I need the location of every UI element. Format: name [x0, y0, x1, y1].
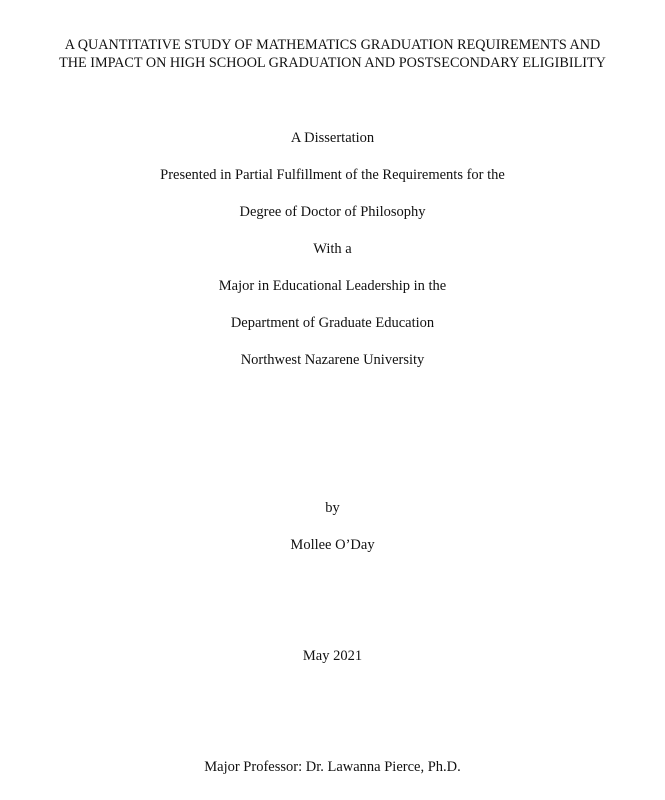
by-label: by: [325, 500, 340, 516]
university-name: Northwest Nazarene University: [240, 352, 425, 368]
author-name: Mollee O’Day: [290, 537, 375, 553]
with-a-text: With a: [313, 241, 352, 257]
major-field: Major in Educational Leadership in the: [218, 278, 447, 294]
fulfillment-statement: Presented in Partial Fulfillment of the Requirements for the: [160, 167, 505, 183]
title-line-1: A QUANTITATIVE STUDY OF MATHEMATICS GRADUATION REQUIREMENTS AND: [64, 37, 601, 53]
title-line-2: THE IMPACT ON HIGH SCHOOL GRADUATION AND POSTSECONDARY ELIGIBILITY: [59, 55, 606, 71]
document-type: A Dissertation: [290, 130, 375, 146]
submission-date: May 2021: [302, 648, 363, 664]
degree-name: Degree of Doctor of Philosophy: [239, 204, 426, 220]
department-name: Department of Graduate Education: [230, 315, 435, 331]
major-professor: Major Professor: Dr. Lawanna Pierce, Ph.D.: [204, 759, 461, 775]
